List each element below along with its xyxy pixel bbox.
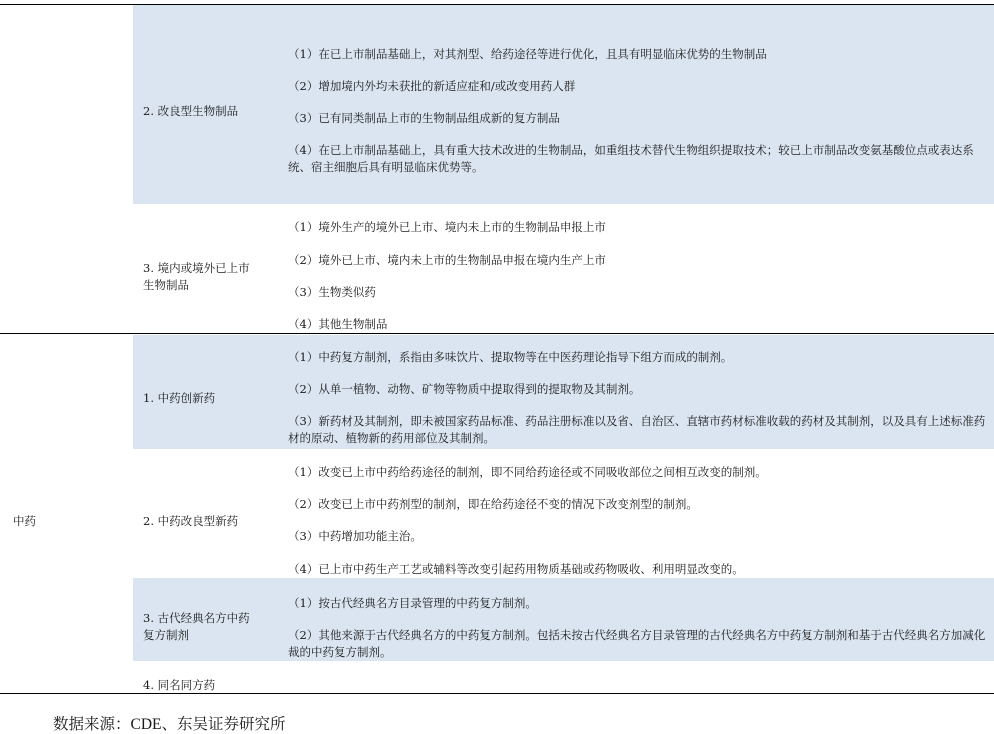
item-text: （2）从单一植物、动物、矿物等物质中提取得到的提取物及其制剂。 [288, 382, 641, 396]
item-text: （2）其他来源于古代经典名方的中药复方制剂。包括未按古代经典名方目录管理的古代经典名方中药复方制剂和基于古代经典名方加减化裁的中药复方制剂。 [288, 628, 986, 659]
item-text: （1）中药复方制剂，系指由多味饮片、提取物等在中医药理论指导下组方而成的制剂。 [288, 350, 733, 364]
item-text: （1）境外生产的境外已上市、境内未上市的生物制品申报上市 [288, 220, 606, 234]
item-text: （4）在已上市制品基础上，具有重大技术改进的生物制品，如重组技术替代生物组织提取技术；较已上市制品改变氨基酸位点或表达系统、宿主细胞后具有明显临床优势等。 [288, 143, 974, 174]
item-text: （2）增加境内外均未获批的新适应症和/或改变用药人群 [288, 79, 576, 93]
item-text: （1）在已上市制品基础上，对其剂型、给药途径等进行优化，且具有明显临床优势的生物制品 [288, 47, 767, 61]
item-text: （3）已有同类制品上市的生物制品组成新的复方制品 [288, 111, 560, 125]
item-text: （2）改变已上市中药剂型的制剂，即在给药途径不变的情况下改变剂型的制剂。 [288, 497, 698, 511]
subtype-label: 3. 古代经典名方中药复方制剂 [143, 611, 250, 642]
subtype-label: 4. 同名同方药 [143, 678, 216, 692]
item-text: （4）已上市中药生产工艺或辅料等改变引起药用物质基础或药物吸收、利用明显改变的。 [288, 562, 744, 576]
item-text: （3）新药材及其制剂，即未被国家药品标准、药品注册标准以及省、自治区、直辖市药材标准收载的药材及其制剂，以及具有上述标准药材的原动、植物新的药用部位及其制剂。 [288, 414, 986, 445]
item-text: （1）改变已上市中药给药途径的制剂，即不同给药途径或不同吸收部位之间相互改变的制剂。 [288, 465, 767, 479]
item-text: （3）中药增加功能主治。 [288, 529, 422, 543]
subtype-label: 3. 境内或境外已上市生物制品 [143, 261, 250, 292]
subtype-label: 2. 中药改良型新药 [143, 514, 239, 528]
item-text: （4）其他生物制品 [288, 317, 388, 331]
subtype-label: 1. 中药创新药 [143, 391, 216, 405]
item-text: （1）按古代经典名方目录管理的中药复方制剂。 [288, 596, 537, 610]
subtype-label: 2. 改良型生物制品 [143, 104, 239, 118]
table-top-rule [0, 4, 994, 5]
section-divider [0, 333, 994, 334]
category-label: 中药 [13, 514, 36, 528]
item-text: （2）境外已上市、境内未上市的生物制品申报在境内生产上市 [288, 253, 606, 267]
source-note: 数据来源：CDE、东吴证券研究所 [53, 716, 286, 733]
item-text: （3）生物类似药 [288, 285, 376, 299]
